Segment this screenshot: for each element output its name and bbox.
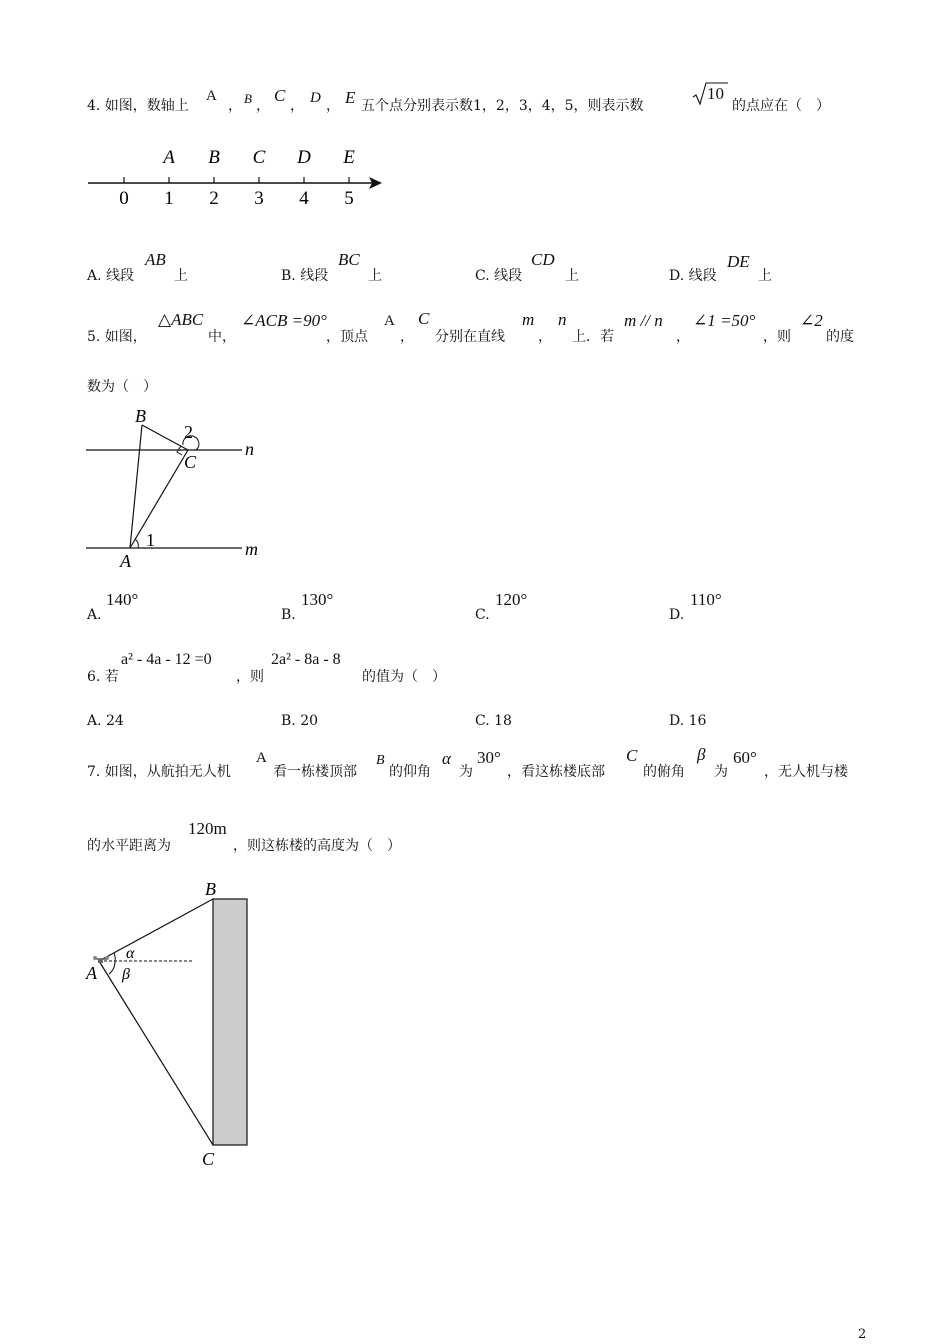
label-n: n	[245, 439, 254, 459]
drone-icon	[93, 956, 109, 963]
beta-arc-icon	[109, 961, 115, 974]
number-line-point-label: A	[163, 147, 175, 168]
q4-suffix: 的点应在（ ）	[732, 98, 830, 114]
q4-comma: ，	[256, 98, 270, 114]
q4-comma: ，	[290, 98, 304, 114]
number-line-point-label: D	[297, 147, 311, 168]
number-line-tick-label: 0	[119, 188, 129, 209]
number-line-figure	[80, 140, 390, 215]
q4-option-d-label: D. 线段	[669, 268, 717, 284]
q4-option-c-tail: 上	[565, 268, 579, 284]
q7-prefix: 7. 如图，从航拍无人机	[87, 764, 231, 780]
q4-middle: 五个点分别表示数1，2，3，4，5，则表示数	[361, 98, 644, 114]
label-angle-1: 1	[146, 530, 155, 550]
alpha-arc-icon	[114, 953, 115, 961]
q4-option-b-tail: 上	[368, 268, 382, 284]
q4-point-c: C	[274, 86, 286, 105]
q4-comma: ，	[326, 98, 340, 114]
q7-depression: 的俯角	[643, 764, 685, 780]
q5-option-d-value: 110°	[690, 590, 722, 609]
q5-dingdian: ，顶点	[326, 329, 368, 345]
q5-option-a-label: A.	[87, 607, 102, 623]
q4-point-a: A	[206, 88, 217, 104]
q5-angle-acb: ∠ACB =90°	[241, 311, 327, 330]
q7-elevation: 的仰角	[389, 764, 431, 780]
label-c: C	[184, 452, 197, 472]
segment-ab	[130, 425, 142, 548]
number-line-tick-label: 5	[344, 188, 354, 209]
label-a: A	[120, 551, 131, 571]
q5-parallel: m // n	[624, 311, 663, 330]
q5-line2: 数为（ ）	[87, 379, 157, 395]
q5-fenbie: 分别在直线	[435, 329, 505, 345]
building-rect	[213, 899, 247, 1145]
q7-look: 看一栋楼顶部	[273, 764, 357, 780]
q4-option-d-segment: DE	[727, 252, 750, 271]
q6-prefix: 6. 若	[87, 669, 119, 685]
q5-du: 的度	[826, 329, 854, 345]
q5-line-m: m	[522, 310, 535, 329]
q5-option-d-label: D.	[669, 607, 685, 623]
q5-angle-1: ∠1 =50°	[693, 311, 756, 330]
number-line-point-label: B	[208, 147, 220, 168]
q4-comma: ，	[228, 98, 242, 114]
q4-option-c-label: C. 线段	[475, 268, 523, 284]
label-beta: β	[122, 966, 130, 983]
q7-line2-suffix: ，则这栋楼的高度为（ ）	[233, 838, 401, 854]
q5-vertex-c: C	[418, 309, 430, 328]
q6-option-d: D. 16	[669, 713, 707, 729]
number-line-tick-label: 3	[254, 188, 264, 209]
number-line-point-label: C	[252, 147, 266, 168]
sightline-ac	[99, 961, 213, 1145]
q4-point-d: D	[310, 90, 321, 106]
q5-prefix: 5. 如图，	[87, 329, 147, 345]
label-c: C	[202, 1149, 215, 1169]
q4-option-c-segment: CD	[531, 250, 555, 269]
q7-alpha: α	[442, 749, 451, 768]
label-angle-2: 2	[184, 422, 193, 442]
q4-option-d-tail: 上	[758, 268, 772, 284]
q5-comma: ，	[400, 329, 414, 345]
q5-vertex-a: A	[384, 313, 395, 329]
label-m: m	[245, 539, 258, 559]
q4-option-a-tail: 上	[174, 268, 188, 284]
q6-suffix: 的值为（ ）	[362, 669, 446, 685]
sightline-ab	[99, 899, 213, 961]
number-line-point-label: E	[343, 147, 355, 168]
label-a: A	[86, 963, 97, 983]
q6-equation: a² - 4a - 12 =0	[121, 651, 212, 668]
q5-option-b-label: B.	[281, 607, 296, 623]
q5-shang: 上．若	[572, 329, 614, 345]
q4-point-e: E	[345, 88, 356, 107]
angle-1-arc-icon	[135, 539, 138, 548]
q5-ze: ，则	[763, 329, 791, 345]
q4-option-b-segment: BC	[338, 250, 360, 269]
q5-zhong: 中，	[208, 329, 236, 345]
q4-option-b-label: B. 线段	[281, 268, 329, 284]
q5-line-n: n	[558, 310, 567, 329]
q6-option-c: C. 18	[475, 713, 512, 729]
number-line-tick-label: 1	[164, 188, 174, 209]
q5-angle-2: ∠2	[800, 311, 823, 330]
page-number: 2	[858, 1327, 867, 1342]
q6-expression: 2a² - 8a - 8	[271, 651, 341, 668]
q5-comma: ，	[676, 329, 690, 345]
q7-line2-prefix: 的水平距离为	[87, 838, 171, 854]
q5-option-c-value: 120°	[495, 590, 528, 609]
q7-end1: ，无人机与楼	[764, 764, 848, 780]
q7-point-a: A	[256, 750, 267, 766]
label-alpha: α	[126, 945, 135, 962]
q7-drone-building-figure	[80, 875, 270, 1175]
q4-option-a-segment: AB	[145, 250, 166, 269]
q5-comma: ，	[538, 329, 552, 345]
q7-point-b: B	[376, 753, 385, 768]
q6-ze: ，则	[236, 669, 264, 685]
label-b: B	[205, 879, 216, 899]
q7-angle-60: 60°	[733, 748, 757, 767]
q5-parallel-lines-figure	[80, 400, 280, 580]
q4-option-a-label: A. 线段	[87, 268, 135, 284]
q4-prefix: 4. 如图，数轴上	[87, 98, 189, 114]
q7-wei: 为	[459, 764, 473, 780]
q7-distance: 120m	[188, 819, 227, 838]
q5-option-b-value: 130°	[301, 590, 334, 609]
q5-triangle: △ABC	[158, 310, 204, 329]
q5-option-c-label: C.	[475, 607, 490, 623]
q6-option-a: A. 24	[87, 713, 124, 729]
q7-point-c: C	[626, 746, 638, 765]
number-line-tick-label: 2	[209, 188, 219, 209]
q7-wei: 为	[714, 764, 728, 780]
q7-angle-30: 30°	[477, 748, 501, 767]
label-b: B	[135, 406, 146, 426]
q7-middle: ，看这栋楼底部	[507, 764, 605, 780]
q4-sqrt-value: 10	[707, 84, 724, 103]
q4-point-b: B	[244, 91, 252, 106]
q6-option-b: B. 20	[281, 713, 319, 729]
number-line-tick-label: 4	[299, 188, 309, 209]
q7-beta: β	[697, 745, 706, 764]
q5-option-a-value: 140°	[106, 590, 139, 609]
